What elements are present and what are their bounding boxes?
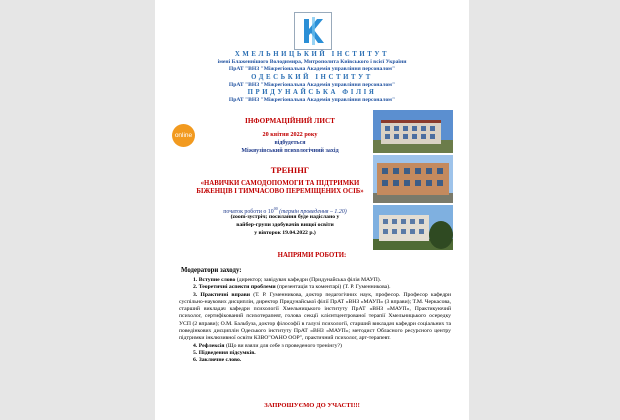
direction-item-2-text: (презентація та коментарі) (Т. Р. Гуменникова).	[275, 284, 391, 291]
institute-title: ХМЕЛЬНИЦЬКИЙ ІНСТИТУТ	[234, 51, 390, 58]
direction-item-3-text: (Т. Р. Гуменникова, доктор педагогічних наук, професор. Професор кафедри суспільно-наукових дисциплін, директор Придунайської філії ПрАТ «ВНЗ «МАУП» (3 вправи); Т.М. Черкасова, старший викладач кафедри психології Хмельницького інституту ПрАТ «ВНЗ «МАУП», Практикуючий психолог, сертифікований психотерапевт, голова секції клієнтцентрованої терапії Хмельницького осередку УСП (2 вправи); О.М. Бальбуза, доктор філософії в галузі психології, старший викладач кафедри соціальних та поведінкових дисциплін Одеського інституту ПрАТ «ВНЗ «МАУП»; методист Обласного ресурсного центру підтримки інклюзивної освіти КЗВО"ОАНО ООР", практичний психолог, арт-терапевт.	[179, 291, 452, 342]
letter-title: ІНФОРМАЦІЙНИЙ ЛИСТ	[245, 117, 335, 125]
direction-item-1-num: 1.	[193, 277, 198, 283]
direction-item-6	[179, 357, 451, 364]
prydunai-subtitle: ПрАТ "ВНЗ "Міжрегіональна Академія управління персоналом"	[228, 97, 396, 103]
building-photo-1	[373, 110, 453, 153]
direction-item-3	[179, 292, 451, 343]
direction-item-5	[179, 350, 451, 357]
direction-item-4	[179, 343, 451, 350]
direction-item-2	[179, 284, 451, 291]
direction-item-3-num: 3.	[193, 291, 198, 298]
event-name: Міжвузівський психологічний захід	[241, 148, 339, 154]
odesa-subtitle: ПрАТ "ВНЗ "Міжрегіональна Академія управління персоналом"	[228, 82, 396, 88]
direction-item-5-title: Підведення підсумків.	[198, 349, 256, 356]
event-type: ТРЕНІНГ	[270, 165, 310, 175]
start-time-duration: (термін проведення – 1.20)	[277, 208, 347, 215]
direction-item-1-title: Вступне слово	[198, 277, 236, 283]
building-photo-2	[373, 155, 453, 203]
start-time-prefix: початок роботи о 10	[223, 208, 274, 215]
start-time-sup: 00	[273, 206, 278, 211]
direction-item-4-num: 4.	[193, 342, 198, 349]
document-page	[155, 0, 469, 420]
takes-place-text: відбудеться	[274, 140, 306, 146]
topic-line-1: «НАВИЧКИ САМОДОПОМОГИ ТА ПІДТРИМКИ	[200, 180, 360, 187]
direction-item-4-title: Рефлексія	[198, 342, 225, 349]
moderators-heading: Модератори заходу:	[181, 267, 242, 274]
direction-item-5-num: 5.	[193, 349, 198, 356]
direction-item-2-num: 2.	[193, 284, 198, 291]
direction-item-6-num: 6.	[193, 357, 198, 364]
direction-item-2-title: Теоретичні аспекти проблеми	[198, 284, 276, 291]
direction-item-1-text: (директор; завідувач кафедри (Придунайська філія МАУП).	[235, 277, 382, 283]
directions-title: НАПРЯМИ РОБОТИ:	[277, 252, 347, 259]
zoom-note: (zoom-зустріч; посилання буде надіслано у	[230, 214, 340, 220]
directions-list	[179, 277, 451, 365]
direction-item-3-title: Практичні вправи	[200, 291, 251, 298]
building-photo-3	[373, 205, 453, 250]
viber-note: вайбер-групи здобувачів вищої освіти	[236, 222, 334, 228]
prydunai-title: ПРИДУНАЙСЬКА ФІЛІЯ	[247, 89, 377, 96]
institute-logo-icon	[294, 12, 332, 50]
invite-text: ЗАПРОШУЄМО ДО УЧАСТІ!!!	[264, 402, 360, 409]
institute-subtitle: імені Блаженнішого Володимира, Митрополита Київського і всієї України	[217, 59, 407, 65]
direction-item-4-text: (Що ви взяли для себе з проведеного тренінгу?)	[224, 342, 342, 349]
online-badge-icon: online	[172, 124, 195, 147]
topic-line-2: БІЖЕНЦІВ І ТИМЧАСОВО ПЕРЕМІЩЕНИХ ОСІБ»	[196, 188, 364, 195]
event-date: 20 квітня 2022 року	[262, 131, 318, 138]
odesa-title: ОДЕСЬКИЙ ІНСТИТУТ	[251, 74, 373, 81]
institute-subtitle-2: ПрАТ "ВНЗ "Міжрегіональна Академія управління персоналом"	[228, 66, 396, 72]
direction-item-6-title: Заключне слово.	[198, 357, 242, 364]
tuesday-note: у вівторок 19.04.2022 р.)	[254, 230, 316, 236]
